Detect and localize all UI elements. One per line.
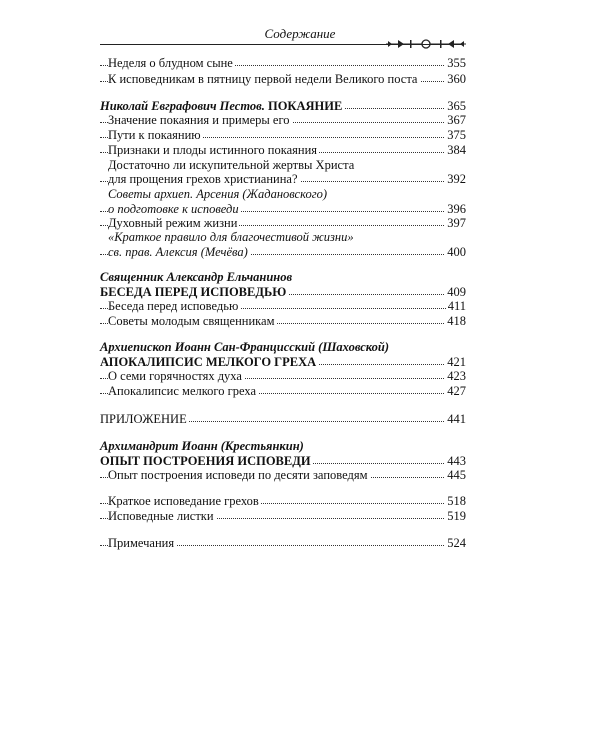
toc-entry: Апокалипсис мелкого греха 427: [100, 384, 466, 399]
toc-author-heading: Священник Александр Ельчанинов: [100, 270, 293, 284]
toc-entry: Советы архиеп. Арсения (Жадановского): [108, 187, 328, 201]
work-title: ПОКАЯНИЕ: [267, 99, 343, 113]
toc-appendix: ПРИЛОЖЕНИЕ 441: [100, 412, 466, 426]
toc-author-heading: Архиепископ Иоанн Сан-Францисский (Шаховской): [100, 340, 390, 354]
toc-section-heading: Николай Евграфович Пестов. ПОКАЯНИЕ 365: [100, 99, 466, 113]
toc-entry: Духовный режим жизни 397: [100, 216, 466, 231]
toc-entry: О семи горячностях духа 423: [100, 369, 466, 384]
toc-entry: св. прав. Алексия (Мечёва) 400: [100, 245, 466, 260]
page-header-title: Содержание: [264, 26, 336, 41]
toc-entry: Пути к покаянию 375: [100, 128, 466, 143]
header-rule: [100, 44, 464, 45]
toc-work-title: ОПЫТ ПОСТРОЕНИЯ ИСПОВЕДИ 443: [100, 454, 466, 468]
author-name: Николай Евграфович Пестов.: [100, 99, 265, 113]
toc-entry: Исповедные листки 519: [100, 509, 466, 524]
toc-entry: Признаки и плоды истинного покаяния 384: [100, 143, 466, 158]
toc-entry: К исповедникам в пятницу первой недели Великого поста 360: [100, 72, 466, 87]
toc-entry: Примечания 524: [100, 536, 466, 551]
toc-entry: Краткое исповедание грехов 518: [100, 494, 466, 509]
toc-entry: Значение покаяния и примеры его 367: [100, 113, 466, 128]
toc-work-title: АПОКАЛИПСИС МЕЛКОГО ГРЕХА 421: [100, 355, 466, 369]
toc-entry: Неделя о блудном сыне 355: [100, 56, 466, 71]
toc-entry: Советы молодым священникам 418: [100, 314, 466, 329]
toc-entry: Опыт построения исповеди по десяти заповедям 445: [100, 468, 466, 483]
toc-author-heading: Архимандрит Иоанн (Крестьянкин): [100, 439, 304, 453]
toc-entry: о подготовке к исповеди 396: [100, 202, 466, 217]
toc-entry: для прощения грехов христианина? 392: [100, 172, 466, 187]
toc-entry: Достаточно ли искупительной жертвы Христа: [108, 158, 355, 172]
toc-entry: «Краткое правило для благочестивой жизни»: [108, 230, 354, 244]
toc-work-title: БЕСЕДА ПЕРЕД ИСПОВЕДЬЮ 409: [100, 285, 466, 299]
toc-entry: Беседа перед исповедью 411: [100, 299, 466, 314]
